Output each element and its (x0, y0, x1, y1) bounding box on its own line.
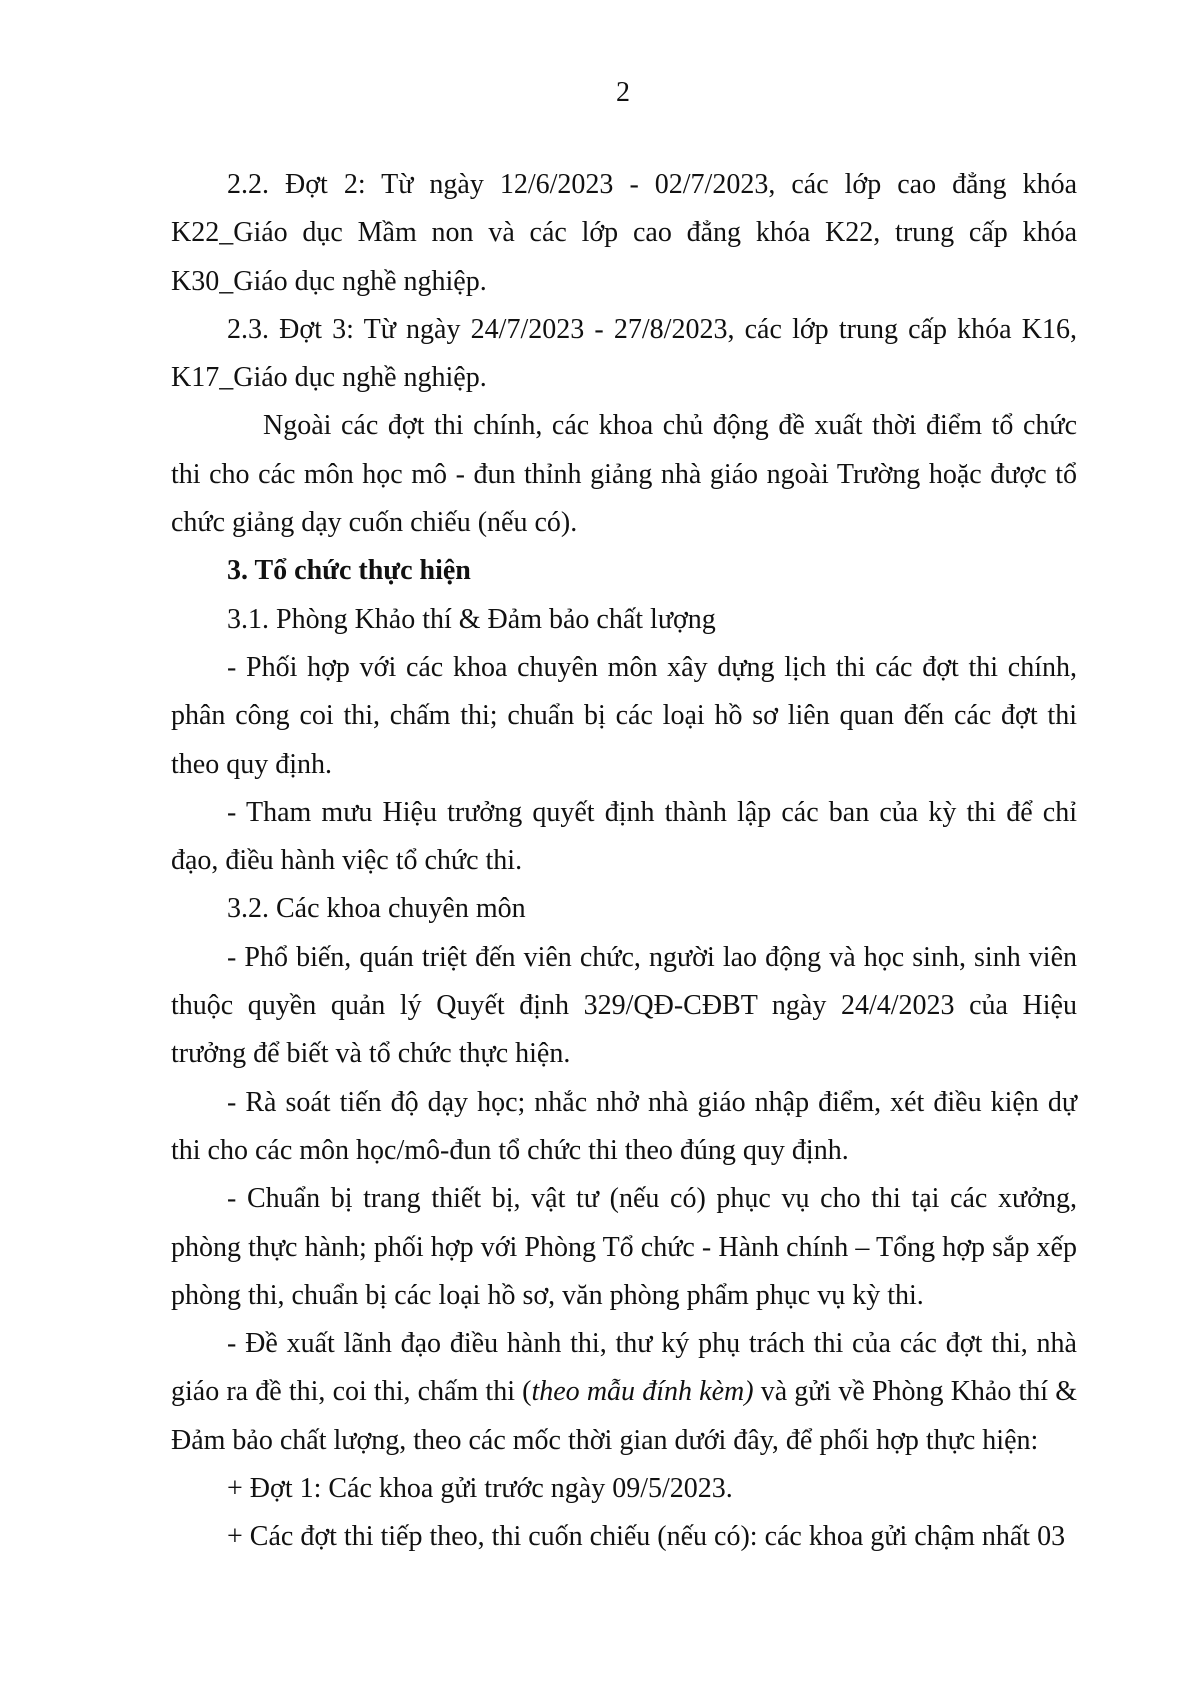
propose-text-end: và gửi về Phòng Khảo thí & Đảm bảo chất lượng, theo các mốc thời gian dưới đây, để phối hợp thực hiện: (171, 1376, 1077, 1456)
paragraph-other-exams: Ngoài các đợt thi chính, các khoa chủ động đề xuất thời điểm tổ chức thi cho các môn học mô - đun thỉnh giảng nhà giáo ngoài Trường hoặc được tổ chức giảng dạy cuốn chiếu (nếu có). (171, 410, 1077, 539)
subsection-heading-exam-office: 3.1. Phòng Khảo thí & Đảm bảo chất lượng (227, 603, 716, 635)
attachment-note: theo mẫu đính kèm) (531, 1376, 754, 1408)
subsection-heading-departments: 3.2. Các khoa chuyên môn (227, 893, 526, 925)
paragraph-prepare-equipment: - Chuẩn bị trang thiết bị, vật tư (nếu có) phục vụ cho thi tại các xưởng, phòng thực hành; phối hợp với Phòng Tổ chức - Hành chính – Tổng hợp sắp xếp phòng thi, chuẩn bị các loại hồ sơ, văn phòng phẩm phục vụ kỳ thi. (171, 1183, 1077, 1311)
paragraph-dot-3: 2.3. Đợt 3: Từ ngày 24/7/2023 - 27/8/2023, các lớp trung cấp khóa K16, K17_Giáo dục nghề nghiệp. (171, 313, 1077, 394)
deadline-round-1: + Đợt 1: Các khoa gửi trước ngày 09/5/2023. (227, 1473, 733, 1505)
paragraph-advise-principal: - Tham mưu Hiệu trưởng quyết định thành lập các ban của kỳ thi để chỉ đạo, điều hành việc tổ chức thi. (171, 796, 1077, 877)
deadline-next-rounds: + Các đợt thi tiếp theo, thi cuốn chiếu (nếu có): các khoa gửi chậm nhất 03 (227, 1521, 1066, 1553)
document-body (171, 161, 1077, 1562)
paragraph-review-progress: - Rà soát tiến độ dạy học; nhắc nhở nhà giáo nhập điểm, xét điều kiện dự thi cho các môn học/mô-đun tổ chức thi theo đúng quy định. (171, 1086, 1077, 1166)
paragraph-propose-staff (171, 1320, 1077, 1465)
propose-text-start: - Đề xuất lãnh đạo điều hành thi, thư ký phụ trách thi của các đợt thi, nhà giáo ra đề thi, coi thi, chấm thi ( (171, 1328, 1077, 1408)
section-heading-implementation: 3. Tổ chức thực hiện (227, 555, 471, 587)
paragraph-coordinate-schedule: - Phối hợp với các khoa chuyên môn xây dựng lịch thi các đợt thi chính, phân công coi thi, chấm thi; chuẩn bị các loại hồ sơ liên quan đến các đợt thi theo quy định. (171, 651, 1077, 780)
page-number: 2 (616, 77, 630, 108)
paragraph-disseminate-decision: - Phổ biến, quán triệt đến viên chức, người lao động và học sinh, sinh viên thuộc quyền quản lý Quyết định 329/QĐ-CĐBT ngày 24/4/2023 của Hiệu trưởng để biết và tổ chức thực hiện. (171, 941, 1077, 1070)
paragraph-dot-2: 2.2. Đợt 2: Từ ngày 12/6/2023 - 02/7/2023, các lớp cao đẳng khóa K22_Giáo dục Mầm non và các lớp cao đẳng khóa K22, trung cấp khóa K30_Giáo dục nghề nghiệp. (171, 169, 1077, 297)
